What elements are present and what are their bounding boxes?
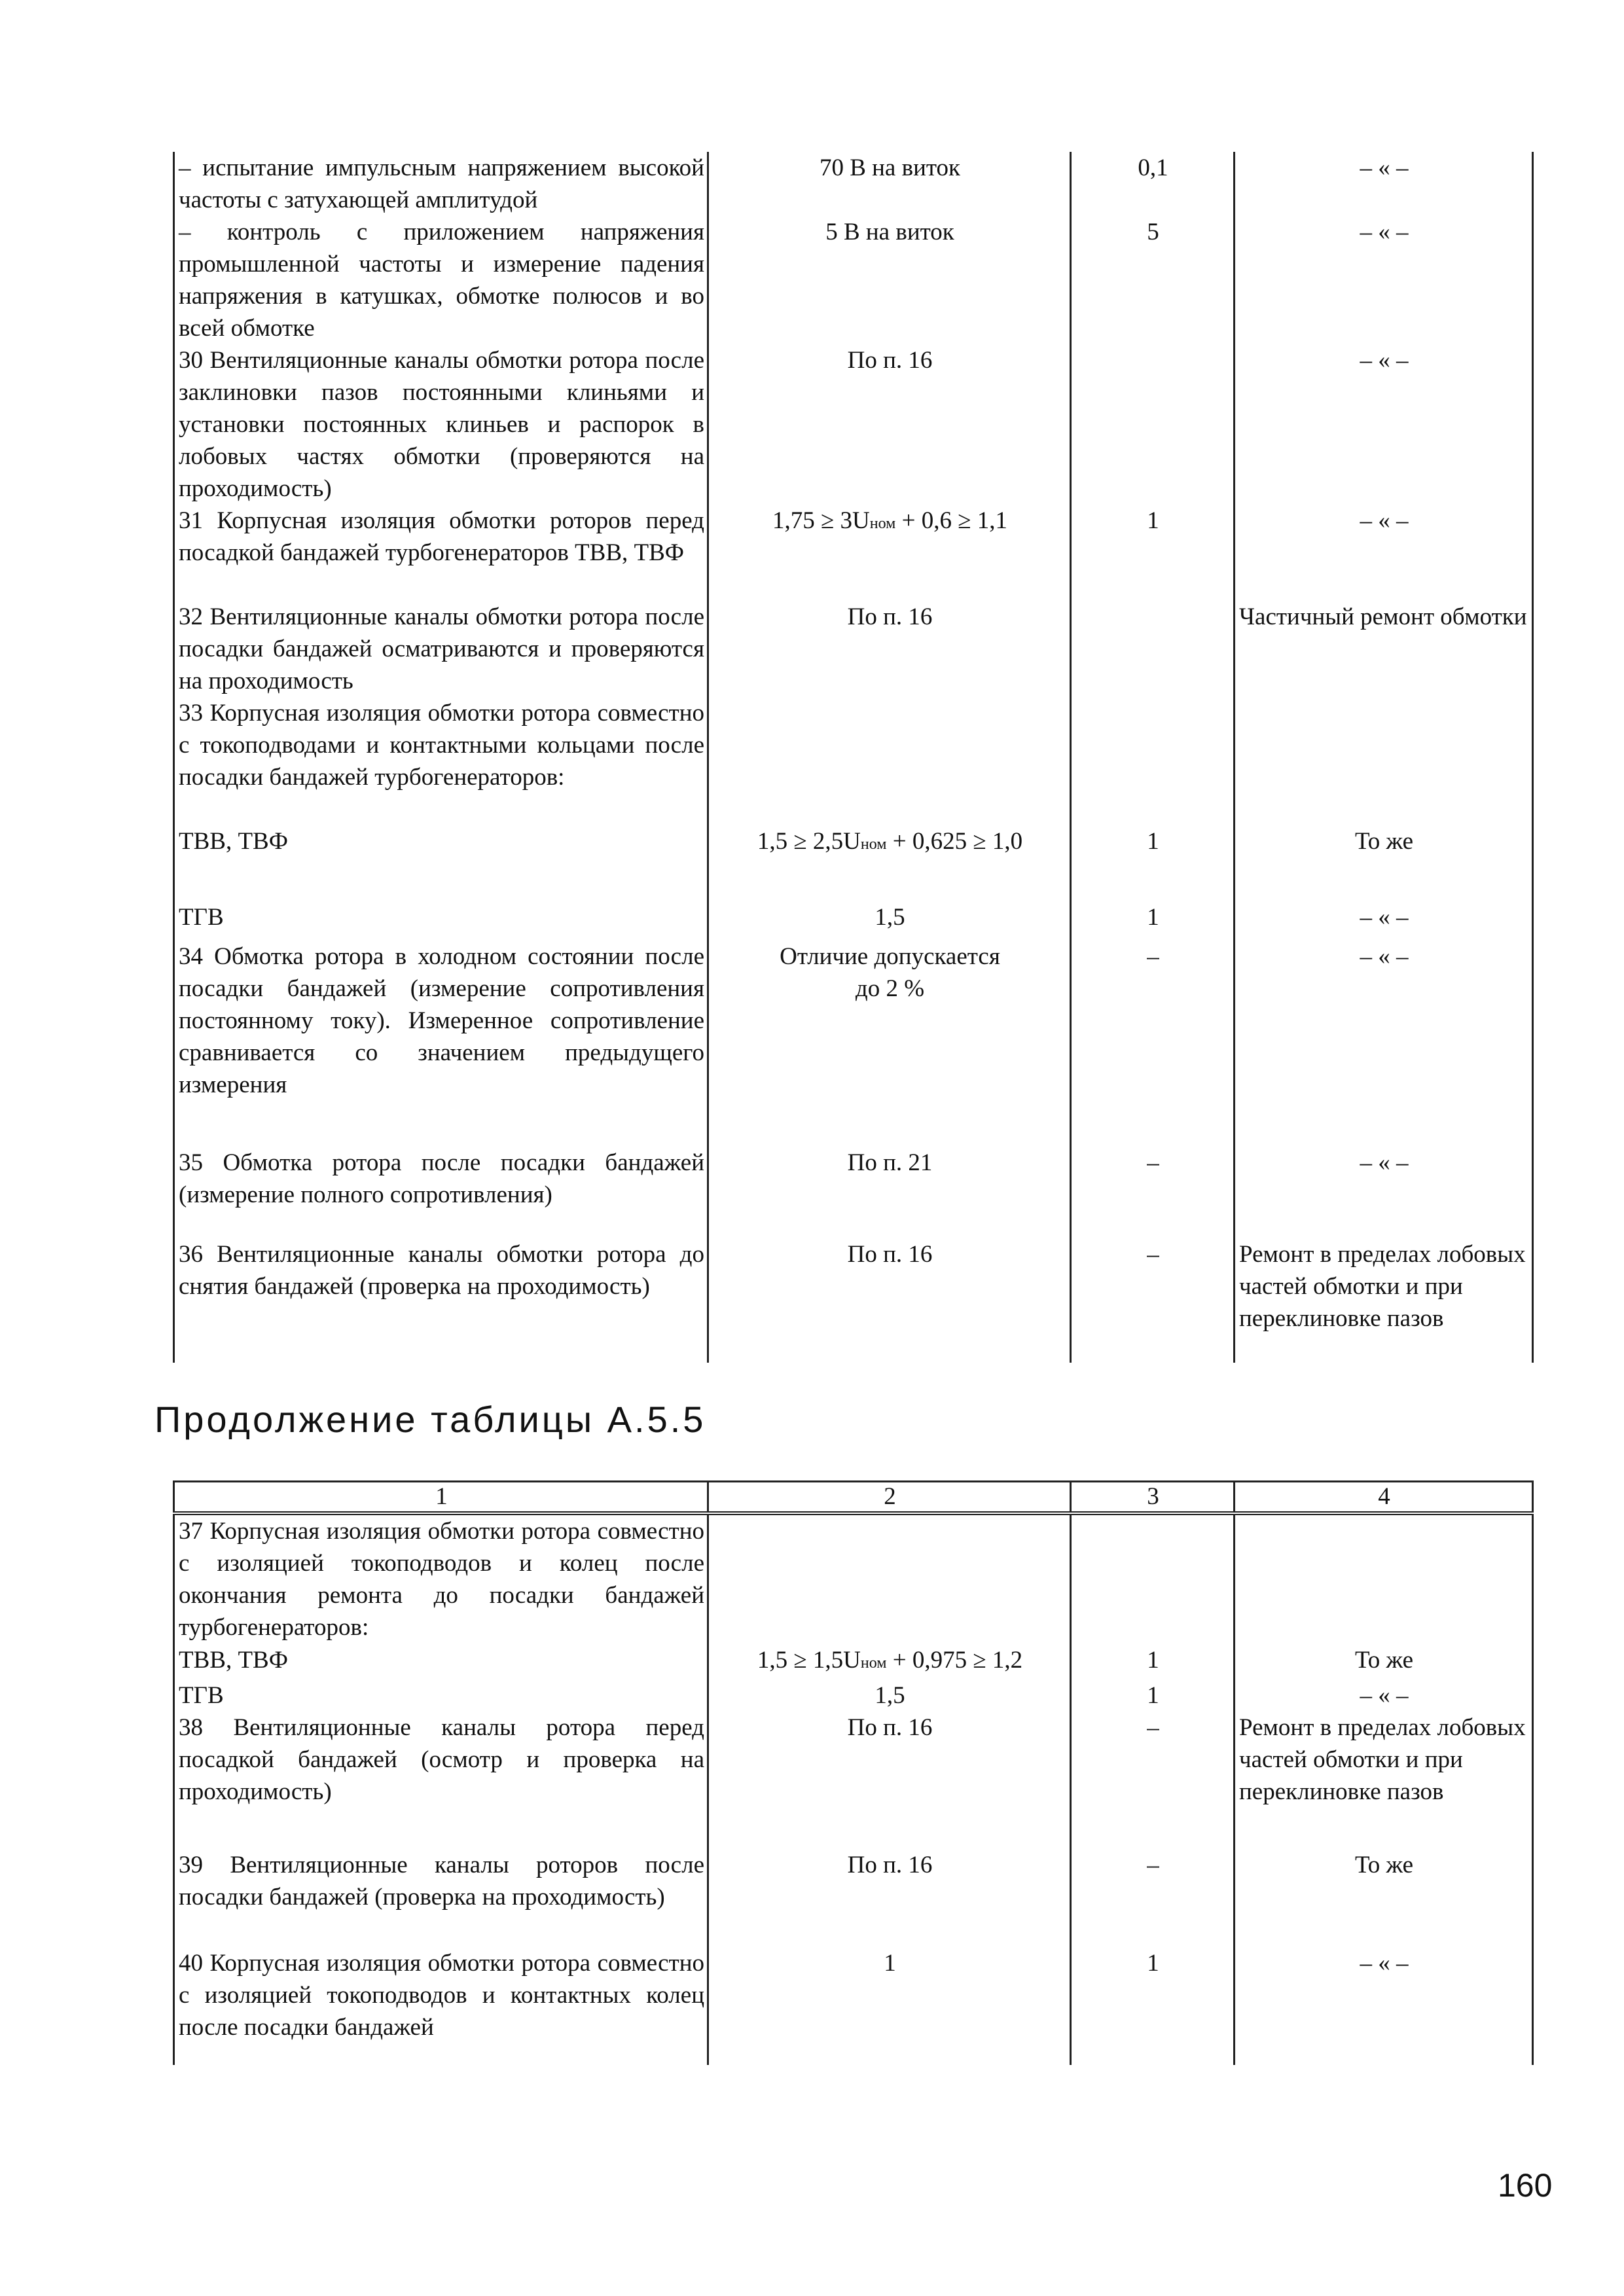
formula-subscript: ном bbox=[869, 515, 896, 532]
table-row bbox=[174, 216, 1533, 344]
cell-note: Частичный ремонт обмотки bbox=[1235, 601, 1533, 697]
norm-line-2: до 2 % bbox=[855, 975, 925, 1002]
cell-note bbox=[1235, 697, 1533, 825]
cell-description: 39 Вентиляционные каналы роторов после посадки бандажей (проверка на проходимость) bbox=[174, 1849, 708, 1947]
cell-description: 37 Корпусная изоляция обмотки ротора совместно с изоляцией токоподводов и колец после окончания ремонта до посадки бандажей турбогенераторов: bbox=[174, 1513, 708, 1644]
table-row bbox=[174, 1947, 1533, 2065]
cell-norm: По п. 16 bbox=[708, 344, 1071, 505]
cell-duration: 1 bbox=[1071, 505, 1235, 601]
table-row bbox=[174, 1147, 1533, 1238]
cell-norm: 70 В на виток bbox=[708, 152, 1071, 216]
cell-note: – « – bbox=[1235, 1947, 1533, 2065]
formula-lhs: 1,75 ≥ 3U bbox=[772, 507, 870, 534]
table-row bbox=[174, 825, 1533, 901]
cell-duration: 1 bbox=[1071, 1644, 1235, 1679]
formula-subscript: ном bbox=[860, 1655, 887, 1672]
cell-description: 36 Вентиляционные каналы обмотки ротора до снятия бандажей (проверка на проходимость) bbox=[174, 1238, 708, 1363]
cell-description: ТВВ, ТВФ bbox=[174, 825, 708, 901]
cell-duration: – bbox=[1071, 1712, 1235, 1849]
column-header-1: 1 bbox=[174, 1482, 708, 1514]
page-number: 160 bbox=[1498, 2167, 1553, 2204]
cell-note: – « – bbox=[1235, 344, 1533, 505]
table-row bbox=[174, 344, 1533, 505]
cell-note: То же bbox=[1235, 1644, 1533, 1679]
cell-note: То же bbox=[1235, 825, 1533, 901]
table-row bbox=[174, 1644, 1533, 1679]
cell-norm bbox=[708, 505, 1071, 601]
column-header-2: 2 bbox=[708, 1482, 1071, 1514]
table-row bbox=[174, 1849, 1533, 1947]
table-row bbox=[174, 941, 1533, 1147]
table-row bbox=[174, 505, 1533, 601]
cell-duration: – bbox=[1071, 1147, 1235, 1238]
cell-duration: 5 bbox=[1071, 216, 1235, 344]
cell-note: – « – bbox=[1235, 1147, 1533, 1238]
cell-note: – « – bbox=[1235, 152, 1533, 216]
cell-description: 31 Корпусная изоляция обмотки роторов перед посадкой бандажей турбогенераторов ТВВ, ТВФ bbox=[174, 505, 708, 601]
cell-note: – « – bbox=[1235, 505, 1533, 601]
cell-description: 34 Обмотка ротора в холодном состоянии после посадки бандажей (измерение сопротивления постоянному току). Измеренное сопротивление сравнивается со значением предыдущего измерения bbox=[174, 941, 708, 1147]
column-header-4: 4 bbox=[1235, 1482, 1533, 1514]
table-caption: Продолжение таблицы А.5.5 bbox=[154, 1399, 706, 1440]
table-row bbox=[174, 601, 1533, 697]
cell-note: То же bbox=[1235, 1849, 1533, 1947]
cell-norm: По п. 16 bbox=[708, 1849, 1071, 1947]
cell-duration: 0,1 bbox=[1071, 152, 1235, 216]
cell-duration: 1 bbox=[1071, 901, 1235, 941]
cell-note: Ремонт в пределах лобовых частей обмотки и при переклиновке пазов bbox=[1235, 1712, 1533, 1849]
formula-subscript: ном bbox=[860, 836, 887, 853]
table-row bbox=[174, 1679, 1533, 1712]
formula-rhs: + 0,6 ≥ 1,1 bbox=[895, 507, 1008, 534]
cell-description: 38 Вентиляционные каналы ротора перед посадкой бандажей (осмотр и проверка на проходимость) bbox=[174, 1712, 708, 1849]
cell-description: 40 Корпусная изоляция обмотки ротора совместно с изоляцией токоподводов и контактных колец после посадки бандажей bbox=[174, 1947, 708, 2065]
cell-norm bbox=[708, 1513, 1071, 1644]
cell-note: Ремонт в пределах лобовых частей обмотки и при переклиновке пазов bbox=[1235, 1238, 1533, 1363]
table-row bbox=[174, 1712, 1533, 1849]
cell-norm bbox=[708, 697, 1071, 825]
cell-duration bbox=[1071, 601, 1235, 697]
cell-duration: 1 bbox=[1071, 825, 1235, 901]
cell-description: – испытание импульсным напряжением высокой частоты с затухающей амплитудой bbox=[174, 152, 708, 216]
cell-norm: По п. 16 bbox=[708, 1712, 1071, 1849]
formula-lhs: 1,5 ≥ 2,5U bbox=[757, 828, 861, 855]
cell-norm: По п. 16 bbox=[708, 601, 1071, 697]
cell-description: 32 Вентиляционные каналы обмотки ротора после посадки бандажей осматриваются и проверяются на проходимость bbox=[174, 601, 708, 697]
header-row bbox=[174, 1482, 1533, 1514]
cell-duration: – bbox=[1071, 1849, 1235, 1947]
cell-duration: 1 bbox=[1071, 1679, 1235, 1712]
cell-description: ТГВ bbox=[174, 1679, 708, 1712]
cell-note: – « – bbox=[1235, 901, 1533, 941]
column-header-3: 3 bbox=[1071, 1482, 1235, 1514]
cell-description: – контроль с приложением напряжения промышленной частоты и измерение падения напряжения в катушках, обмотке полюсов и во всей обмотке bbox=[174, 216, 708, 344]
cell-note: – « – bbox=[1235, 941, 1533, 1147]
cell-duration: 1 bbox=[1071, 1947, 1235, 2065]
table-row bbox=[174, 901, 1533, 941]
cell-description: 30 Вентиляционные каналы обмотки ротора после заклиновки пазов постоянными клиньями и установки постоянных клиньев и распорок в лобовых частях обмотки (проверяются на проходимость) bbox=[174, 344, 708, 505]
cell-duration bbox=[1071, 697, 1235, 825]
formula-rhs: + 0,975 ≥ 1,2 bbox=[886, 1647, 1023, 1674]
cell-duration bbox=[1071, 344, 1235, 505]
cell-norm: 1,5 bbox=[708, 901, 1071, 941]
requirements-table-continued bbox=[173, 1480, 1534, 2065]
table-row bbox=[174, 152, 1533, 216]
cell-description: ТВВ, ТВФ bbox=[174, 1644, 708, 1679]
requirements-table-top bbox=[173, 152, 1534, 1363]
cell-norm: 1 bbox=[708, 1947, 1071, 2065]
table-row bbox=[174, 1513, 1533, 1644]
cell-norm bbox=[708, 1644, 1071, 1679]
formula-lhs: 1,5 ≥ 1,5U bbox=[757, 1647, 861, 1674]
cell-norm bbox=[708, 825, 1071, 901]
cell-duration bbox=[1071, 1513, 1235, 1644]
cell-description: 33 Корпусная изоляция обмотки ротора совместно с токоподводами и контактными кольцами после посадки бандажей турбогенераторов: bbox=[174, 697, 708, 825]
cell-note bbox=[1235, 1513, 1533, 1644]
cell-description: 35 Обмотка ротора после посадки бандажей (измерение полного сопротивления) bbox=[174, 1147, 708, 1238]
cell-duration: – bbox=[1071, 941, 1235, 1147]
cell-duration: – bbox=[1071, 1238, 1235, 1363]
cell-note: – « – bbox=[1235, 1679, 1533, 1712]
cell-norm: 1,5 bbox=[708, 1679, 1071, 1712]
norm-line-1: Отличие допускается bbox=[780, 943, 1000, 970]
cell-norm: По п. 21 bbox=[708, 1147, 1071, 1238]
formula-rhs: + 0,625 ≥ 1,0 bbox=[886, 828, 1023, 855]
cell-description: ТГВ bbox=[174, 901, 708, 941]
table-row bbox=[174, 1238, 1533, 1363]
cell-norm: По п. 16 bbox=[708, 1238, 1071, 1363]
cell-note: – « – bbox=[1235, 216, 1533, 344]
table-row bbox=[174, 697, 1533, 825]
cell-norm bbox=[708, 941, 1071, 1147]
cell-norm: 5 В на виток bbox=[708, 216, 1071, 344]
